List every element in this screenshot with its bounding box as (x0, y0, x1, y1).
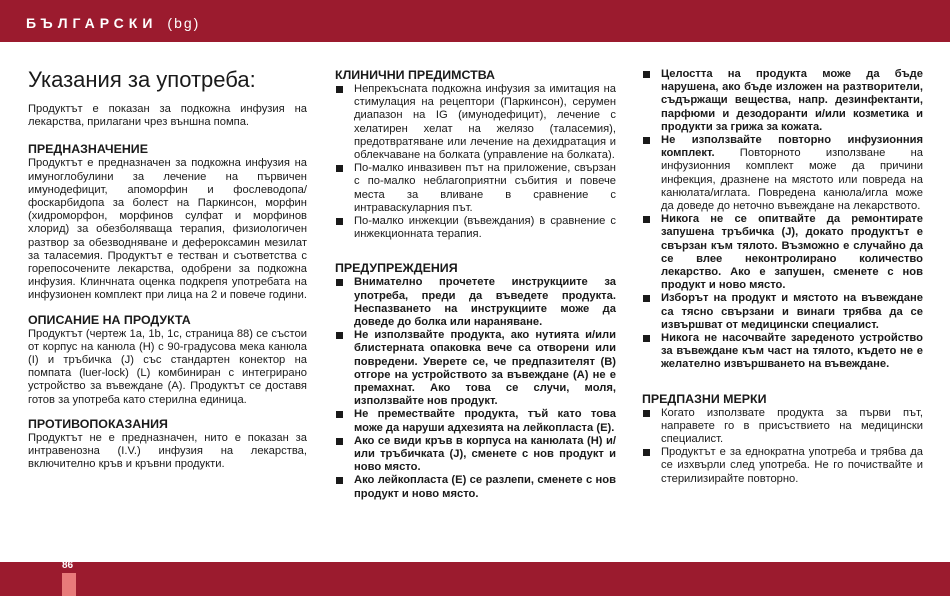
precautions-heading: ПРЕДПАЗНИ МЕРКИ (642, 391, 767, 406)
description-text: Продуктът (чертеж 1a, 1b, 1c, страница 88) се състои от корпус на канюла (H) с 90-градусова мека канюла (I) и тръбичка (J) със стандартен конектор на помпата (luer-lock) (L) комбиниран с интегрирано устройство за въвеждане (A). Продуктът се доставя готов за употреба като стерилна единица. (28, 327, 307, 406)
page-tab (62, 573, 76, 596)
list-item (642, 292, 923, 332)
list-item (642, 332, 923, 372)
item-bold-text: Не използвайте повторно инфузионния комплект. (661, 134, 923, 160)
list-item: Продуктът е за еднократна употреба и трябва да се изхвърли след употреба. Не го почиствайте и стерилизирайте повторно. (642, 446, 923, 486)
purpose-text: Продуктът е предназначен за подкожна инфузия на имуноглобулини за лечение на първичен имунодефицит, апоморфин и фослеводопа/фоскарбидопа за болест на Паркинсон, морфин (хидроморфон, морфинов сулфат и морфинов хлорид) за обезболяваща терапия, физиологичен разтвор за обезводняване и дефероксамин мезилат за таласемия. Продуктът е тестван и съответства с горепосочените лекарства, одобрени за подкожна инфузия. Клинчната оценка подкрепя употребата на инфузионен комплект при лица на 2 и повече години. (28, 157, 307, 302)
list-item: Когато използвате продукта за първи път, направете го в присъствието на медицински специалист. (642, 407, 923, 447)
item-text: Никога не се опитвайте да ремонтирате запушена тръбичка (J), докато продуктът е свързан към тялото. Възможно е случайно да се влее неконтролирано количество лекарство. Ако е запушен, сменете с нов продукт и ново място. (661, 213, 923, 292)
list-item (642, 134, 923, 213)
warnings-continued-list (642, 68, 923, 372)
list-item: Не използвайте продукта, ако нутията и/или блистерната опаковка вече са отворени или повредени. Уверете се, че предпазителят (B) отгоре на устройството за въвеждане (A) не е премахнат. Ако това се случи, моля, използвайте нов продукт. (335, 329, 616, 408)
contraindications-heading: ПРОТИВОПОКАЗАНИЯ (28, 416, 168, 431)
list-item (642, 213, 923, 292)
column-right (642, 68, 923, 486)
language-label (26, 15, 200, 31)
precautions-list (642, 407, 923, 486)
purpose-heading: ПРЕДНАЗНАЧЕНИЕ (28, 142, 148, 157)
column-left (28, 62, 307, 481)
warnings-list (335, 276, 616, 500)
warnings-heading: ПРЕДУПРЕЖДЕНИЯ (335, 261, 458, 276)
item-text: Целостта на продукта може да бъде нарушена, ако бъде изложен на разтворители, съдържащи вещества, напр. дезинфектанти, парфюми и дезодоранти и/или козметика и продукти за грижа за кожата. (661, 68, 923, 133)
contraindications-section (28, 417, 307, 472)
column-middle (335, 68, 616, 501)
header-bar (0, 0, 950, 42)
benefits-list (335, 83, 616, 241)
benefits-heading: КЛИНИЧНИ ПРЕДИМСТВА (335, 68, 495, 82)
page-title: Указания за употреба: (28, 67, 256, 92)
footer-bar (0, 562, 950, 596)
list-item: Непрекъсната подкожна инфузия за имитация на стимулация на рецептори (Паркинсон), серумен диапазон на IG (имунодефицит), лечение с хелатирен хелат на желязо (таласемия), предотвратяване или лечение на дехидратация и облекчаване на болката (управление на болката). (335, 83, 616, 162)
page-number: 86 (62, 560, 74, 571)
contraindications-text: Продуктът не е предназначен, нито е показан за интравенозна (I.V.) инфузия на лекарства, включително кръв и кръвни продукти. (28, 431, 307, 471)
item-text: Никога не насочвайте зареденото устройство за въвеждане към част на тялото, където не е желателно извършването на въвеждане. (661, 332, 923, 371)
list-item: Ако лейкопласта (E) се разлепи, сменете с нов продукт и ново място. (335, 474, 616, 500)
list-item: Ако се види кръв в корпуса на канюлата (H) и/или тръбичката (J), сменете с нов продукт и ново място. (335, 435, 616, 475)
language-code: (bg) (167, 15, 201, 31)
list-item: Не премествайте продукта, тъй като това може да наруши адхезията на лейкопласта (E). (335, 408, 616, 434)
list-item: Внимателно прочетете инструкциите за употреба, преди да въведете продукта. Неспазването на инструкциите може да доведе до болка или нараняване. (335, 276, 616, 329)
description-section (28, 313, 307, 407)
description-heading: ОПИСАНИЕ НА ПРОДУКТА (28, 312, 191, 327)
list-item (642, 68, 923, 134)
intro-text: Продуктът е показан за подкожна инфузия на лекарства, прилагани чрез външна помпа. (28, 103, 307, 129)
list-item: По-малко инжекции (въвеждания) в сравнение с инжекционната терапия. (335, 215, 616, 241)
purpose-section (28, 142, 307, 302)
item-text: Изборът на продукт и мястото на въвеждане са тясно свързани и винаги трябва да се извършват от медицински специалист. (661, 292, 923, 331)
list-item: По-малко инвазивен път на приложение, свързан с по-малко неблагоприятни събития и повече места за вливане в сравнение с интраваскуларния път. (335, 162, 616, 215)
item-text: Повторното използване на инфузионния комплект може да причини инфекция, дразнене на мястото или повреда на канюлата/иглата. Повредена канюла/игла може да доведе до неточно въвеждане на лекарството. (661, 147, 923, 213)
language-name: БЪЛГАРСКИ (26, 15, 158, 31)
